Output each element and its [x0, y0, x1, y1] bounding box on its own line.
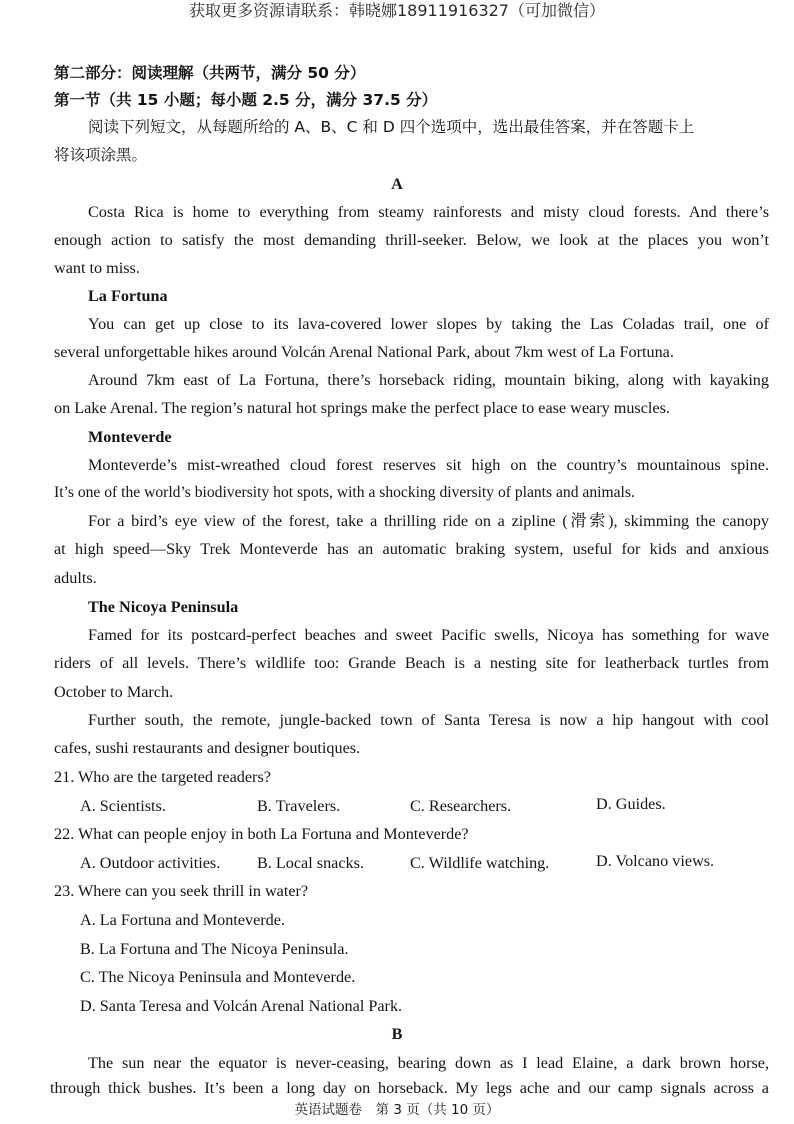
passage-a-letter: A [391, 175, 403, 193]
paragraph-line: several unforgettable hikes around Volcán Arenal National Park, about 7km west of La Fortuna. [54, 343, 674, 361]
page-header-contact: 获取更多资源请联系：韩晓娜18911916327（可加微信） [189, 1, 605, 20]
paragraph-line: Monteverde’s mist-wreathed cloud forest reserves sit high on the country’s mountainous spine. [88, 456, 769, 474]
paragraph-line: It’s one of the world’s biodiversity hot spots, with a shocking diversity of plants and animals. [54, 484, 635, 501]
question-option: C. Researchers. [410, 797, 512, 815]
passage-a-intro-line: want to miss. [54, 259, 140, 277]
paragraph-line: Famed for its postcard-perfect beaches and sweet Pacific swells, Nicoya has something for wave [88, 626, 769, 644]
paragraph-line: You can get up close to its lava-covered lower slopes by taking the Las Coladas trail, one of [88, 315, 769, 333]
passage-b-letter: B [391, 1025, 403, 1043]
question-option: C. The Nicoya Peninsula and Monteverde. [80, 968, 356, 986]
question-option: B. Local snacks. [257, 854, 364, 872]
passage-a-intro-line: Costa Rica is home to everything from steamy rainforests and misty cloud forests. And there’s [88, 203, 769, 221]
question-option: A. La Fortuna and Monteverde. [80, 911, 285, 929]
paragraph-line: Further south, the remote, jungle-backed town of Santa Teresa is now a hip hangout with cool [88, 711, 769, 729]
question-option: D. Volcano views. [596, 852, 715, 870]
paragraph-line: cafes, sushi restaurants and designer boutiques. [54, 739, 361, 757]
question-option: A. Outdoor activities. [80, 854, 221, 872]
question-option: B. Travelers. [257, 797, 341, 815]
question-option: D. Santa Teresa and Volcán Arenal National Park. [80, 997, 403, 1015]
paragraph-line: October to March. [54, 683, 174, 701]
passage-b-line: through thick bushes. It’s been a long day on horseback. My legs ache and our camp signals across a [50, 1079, 769, 1097]
instruction-line-1: 阅读下列短文，从每题所给的 A、B、C 和 D 四个选项中，选出最佳答案，并在答题卡上 [88, 118, 695, 136]
section-subtitle: 第一节（共 15 小题；每小题 2.5 分，满分 37.5 分） [54, 91, 438, 109]
question-option: C. Wildlife watching. [410, 854, 550, 872]
paragraph-line: at high speed—Sky Trek Monteverde has an automatic braking system, useful for kids and anxious [54, 540, 769, 558]
question-option: D. Guides. [596, 795, 666, 813]
section-title: 第二部分：阅读理解（共两节，满分 50 分） [54, 64, 366, 82]
paragraph-line: Around 7km east of La Fortuna, there’s horseback riding, mountain biking, along with kayaking [88, 371, 769, 389]
instruction-line-2: 将该项涂黑。 [54, 146, 148, 164]
page-footer: 英语试题卷 第 3 页（共 10 页） [294, 1102, 500, 1118]
question-stem: 21. Who are the targeted readers? [54, 768, 271, 786]
passage-b-line: The sun near the equator is never-ceasing, bearing down as I lead Elaine, a dark brown horse, [88, 1054, 769, 1072]
question-stem: 22. What can people enjoy in both La Fortuna and Monteverde? [54, 825, 469, 843]
heading-nicoya-peninsula: The Nicoya Peninsula [88, 598, 239, 616]
paragraph-line: riders of all levels. There’s wildlife too: Grande Beach is a nesting site for leatherback turtles from [54, 654, 769, 672]
passage-a-intro-line: enough action to satisfy the most demanding thrill-seeker. Below, we look at the places you won’t [54, 231, 769, 249]
heading-la-fortuna: La Fortuna [88, 287, 168, 305]
question-option: A. Scientists. [80, 797, 166, 815]
paragraph-line: For a bird’s eye view of the forest, take a thrilling ride on a zipline (滑索), skimming the canopy [88, 512, 769, 530]
question-option: B. La Fortuna and The Nicoya Peninsula. [80, 940, 349, 958]
paragraph-line: adults. [54, 569, 97, 587]
question-stem: 23. Where can you seek thrill in water? [54, 882, 309, 900]
heading-monteverde: Monteverde [88, 428, 172, 446]
paragraph-line: on Lake Arenal. The region’s natural hot springs make the perfect place to ease weary muscles. [54, 399, 670, 417]
